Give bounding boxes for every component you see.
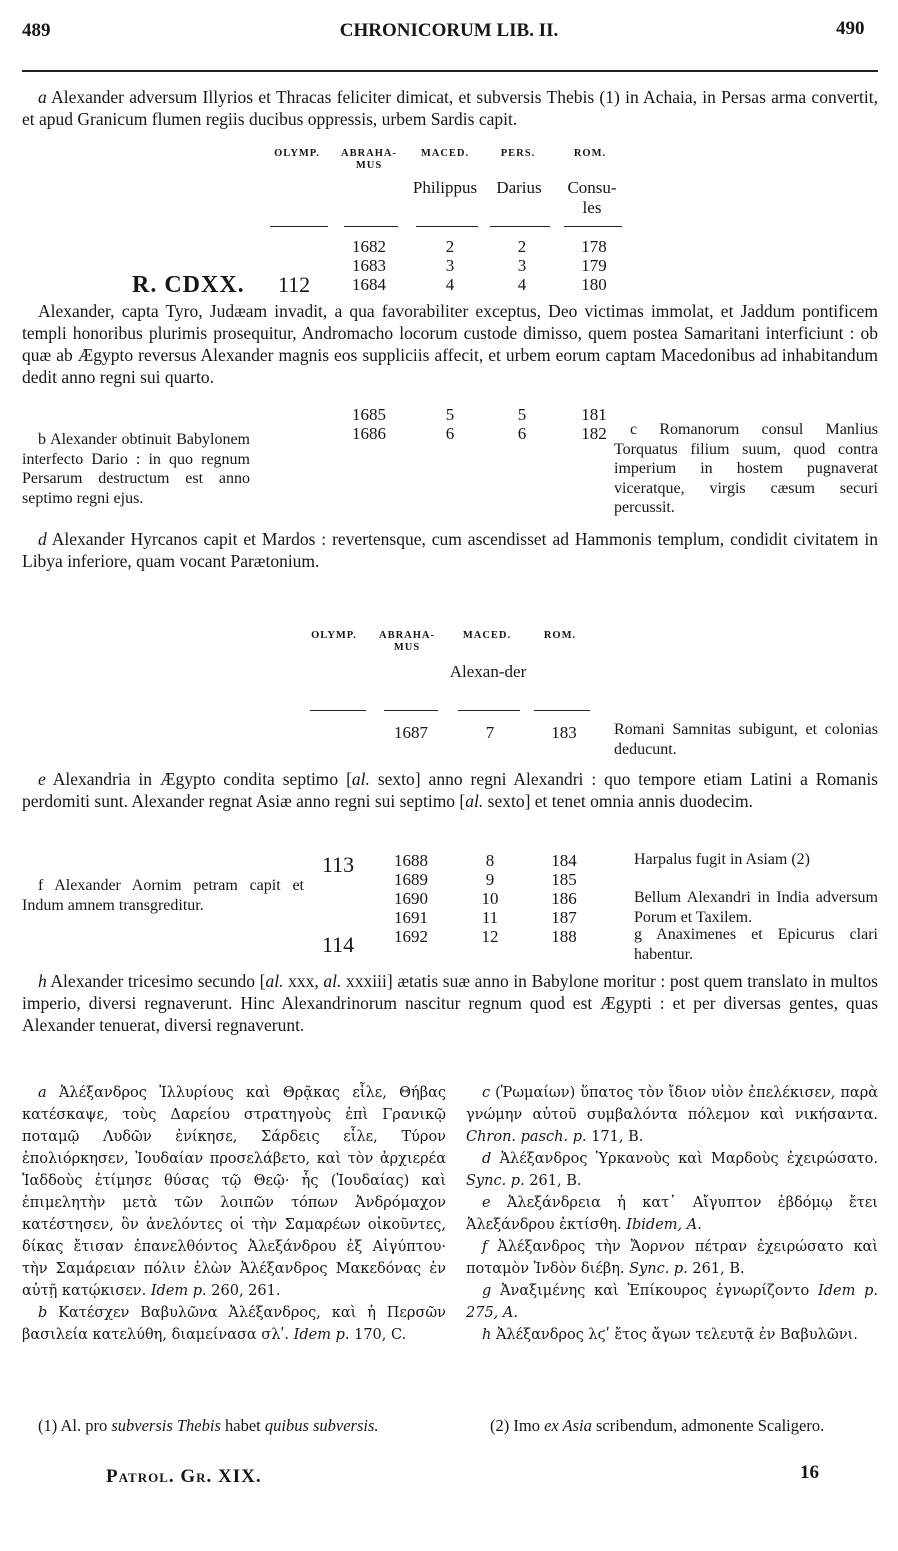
table-cell: 1686	[352, 424, 386, 443]
signature-mark: Patrol. Gr. XIX.	[106, 1466, 262, 1487]
greek-note-g	[466, 1280, 878, 1324]
citation-page: 171, B.	[586, 1129, 644, 1145]
greek-text: Κατέσχεν Βαβυλῶνα Ἀλέξανδρος, καὶ ἡ Περσῶν βασιλεία κατελύθη, διαμείνασα σλʹ.	[22, 1305, 446, 1343]
olympiad-number: 112	[278, 272, 311, 297]
paragraph-text: Alexander Hyrcanos capit et Mardos : revertensque, cum ascendisset ad Hammonis templum, condidit civitatem in Libya inferiore, quam vocant Parætonium.	[22, 529, 878, 571]
col-head-maced: MACED.	[420, 148, 470, 159]
table-cell: 11	[481, 908, 499, 927]
text-run: habet	[220, 1416, 265, 1435]
text-run: Alexandria in Ægypto condita septimo [	[52, 769, 352, 789]
citation-page: 261, B.	[687, 1261, 745, 1277]
subhead-darius: Darius	[496, 178, 542, 197]
col-head-olymp: OLYMP.	[274, 148, 320, 159]
subhead-alexander: Alexan-der	[449, 662, 527, 681]
table-cell: 6	[445, 424, 455, 443]
note-letter: b	[38, 1305, 48, 1321]
footnote-2	[466, 1416, 878, 1436]
page-number-right: 490	[836, 18, 865, 39]
col-head-olymp: OLYMP.	[311, 630, 357, 641]
note-letter: h	[482, 1327, 492, 1343]
note-letter: a	[38, 87, 47, 107]
table-cell: 1691	[394, 908, 428, 927]
table-cell: 1684	[352, 275, 386, 294]
table-cell: 10	[481, 889, 499, 908]
table-cell: 186	[551, 889, 577, 908]
col-rule	[416, 226, 478, 227]
col-head-abrahamus: ABRAHA-MUS	[341, 148, 397, 171]
table-cell: 1692	[394, 927, 428, 946]
greek-text: Ἀλέξανδρος Ἰλλυρίους καὶ Θρᾷκας εἷλε, Θήβας κατέσκαψε, τοὺς Δαρείου στρατηγοὺς ἐπὶ Γρανικῷ ποταμῷ Λυδῶν ἐνίκησε, Σάρδεις εἷλε, Τύρον ἐπολιόρκησεν, Ἰουδαίαν προσελάβετο, καὶ τὸν ἀρχιερέα Ἰαδδοὺς ἐτίμησε θύσας τῷ Θεῷ· ἧς (Ἰουδαίας) καὶ ἐπιμελητὴν μετὰ τῶν λοιπῶν τόπων Ἀνδρόμαχον κατέστησεν, ὃν ἀνελόντες οἱ τὴν Σαμαρέων οἰκοῦντες, δίκας ἔτισαν ἐπανελθόντος Ἀλεξάνδρου ἐξ Αἰγύπτου· τὴν Σαμάρειαν πόλιν ἑλὼν Ἀλέξανδρος Μακεδόνας ἐν αὐτῇ κατῴκισεν.	[22, 1085, 447, 1299]
paragraph-d	[22, 528, 878, 572]
note-bellum: Bellum Alexandri in India adversum Porum et Taxilem.	[634, 889, 878, 926]
table-cell: 180	[581, 275, 607, 294]
greek-note-f	[466, 1236, 878, 1280]
greek-note-e	[466, 1192, 878, 1236]
table-cell: 3	[517, 256, 527, 275]
text-run: al.	[265, 971, 284, 991]
col-head-maced: MACED.	[462, 630, 512, 641]
citation: Idem p.	[150, 1283, 207, 1299]
greek-note-c	[466, 1082, 878, 1148]
table-cell: 3	[445, 256, 455, 275]
greek-column-right	[466, 1082, 878, 1346]
table-cell: 1689	[394, 870, 428, 889]
table-cell: 1688	[394, 851, 428, 870]
olympiad-number: 113	[322, 852, 355, 877]
subhead-philippus: Philippus	[412, 178, 478, 197]
greek-note-b	[22, 1302, 446, 1346]
running-title: CHRONICORUM LIB. II.	[339, 20, 559, 41]
table-cell: 4	[517, 275, 527, 294]
col-rule	[270, 226, 328, 227]
citation-page: p. 275, A.	[466, 1283, 878, 1321]
greek-text: (Ῥωμαίων) ὕπατος τὸν ἴδιον υἱὸν ἐπελέκισεν, παρὰ γνώμην αὐτοῦ συμβαλόντα πόλεμον καὶ νικήσαντα.	[466, 1085, 879, 1123]
greek-column-left	[22, 1082, 446, 1346]
greek-text: Ἀλέξανδρος τὴν Ἄορνον πέτραν ἐχειρώσατο καὶ ποταμὸν Ἰνδὸν διέβη.	[466, 1239, 879, 1277]
greek-text: Ἀλέξανδρος λϛʹ ἔτος ἄγων τελευτᾷ ἐν Βαβυλῶνι.	[495, 1327, 858, 1343]
text-run: al.	[351, 769, 370, 789]
greek-text: Ἀναξιμένης καὶ Ἐπίκουρος ἐγνωρίζοντο	[500, 1283, 810, 1299]
citation-page: 170, C.	[349, 1327, 407, 1343]
text-run: al.	[323, 971, 342, 991]
table-cell: 2	[517, 237, 527, 256]
olympiad-number: 114	[322, 932, 355, 957]
citation: Sync. p.	[466, 1173, 525, 1189]
citation: Idem	[817, 1283, 856, 1299]
text-run: subversis Thebis	[111, 1416, 221, 1435]
table-cell: 184	[551, 851, 577, 870]
table-cell: 1685	[352, 405, 386, 424]
table-cell: 1683	[352, 256, 386, 275]
table-cell: 6	[517, 424, 527, 443]
table-cell: 181	[581, 405, 607, 424]
note-letter: c	[482, 1085, 491, 1101]
note-letter: f	[482, 1239, 488, 1255]
table-cell: 1687	[394, 723, 428, 742]
citation: Chron. pasch. p.	[466, 1129, 587, 1145]
col-head-pers: PERS.	[500, 148, 536, 159]
paragraph-a	[22, 86, 878, 130]
subhead-consules: Consu-les	[567, 178, 617, 217]
col-rule	[534, 710, 590, 711]
col-rule	[490, 226, 550, 227]
note-f: f Alexander Aornim petram capit et Indum amnem transgreditur.	[22, 877, 304, 914]
note-letter: h	[38, 971, 47, 991]
note-c: c Romanorum consul Manlius Torquatus filium suum, quod contra imperium in hostem pugnaverat viceratque, virgis cæsum securi percussit.	[614, 421, 878, 516]
citation-page: 261, B.	[524, 1173, 582, 1189]
paragraph-h	[22, 970, 878, 1036]
table-cell: 179	[581, 256, 607, 275]
note-letter: e	[482, 1195, 491, 1211]
text-run: (1) Al. pro	[38, 1416, 112, 1435]
paragraph-tyro: Alexander, capta Tyro, Judæam invadit, a qua favorabiliter exceptus, Deo victimas immolat, et Jaddum pontificem templi honoribus plurimis prosequitur, Andromacho locorum custode dimisso, quem postea Samaritani interficiunt : ob quæ ab Ægypto reversus Alexander magnis eos suppliciis affecit, et urbem eorum captam Macedonibus ad inhabitandum dedit anno regni sui quarto.	[22, 301, 878, 387]
table-cell: 188	[551, 927, 577, 946]
gathering-number: 16	[800, 1462, 819, 1483]
citation: Idem p.	[293, 1327, 350, 1343]
text-run: xxxiii] ætatis suæ anno in Babylone moritur : post quem translato in multos imperio, diversi regnaverunt. Hinc Alexandrinorum nascitur regnum quod est Ægypti : et per diversas gentes, quas Alexander tenuerat, diversi regnaverunt.	[22, 971, 878, 1035]
col-rule	[384, 710, 438, 711]
table-cell: 5	[517, 405, 527, 424]
header-rule	[22, 70, 878, 72]
note-g: g Anaximenes et Epicurus clari habentur.	[634, 926, 878, 963]
era-marker: R. CDXX.	[132, 272, 245, 298]
paragraph-e	[22, 768, 878, 812]
citation: Sync. p.	[629, 1261, 688, 1277]
col-head-abrahamus: ABRAHA-MUS	[379, 630, 435, 653]
text-run: sexto] et tenet omnia annis duodecim.	[483, 791, 753, 811]
table-cell: 4	[445, 275, 455, 294]
greek-text: Ἀλεξάνδρεια ἡ κατ᾿ Αἴγυπτον ἑβδόμῳ ἔτει Ἀλεξάνδρου ἐκτίσθη.	[466, 1195, 878, 1233]
greek-note-h	[466, 1324, 878, 1346]
paragraph-text: Alexander adversum Illyrios et Thracas feliciter dimicat, et subversis Thebis (1) in Achaia, in Persas arma convertit, et apud Granicum flumen regiis ducibus oppressis, urbem Sardis capit.	[22, 87, 878, 129]
table-cell: 185	[551, 870, 577, 889]
text-run: quibus subversis.	[264, 1416, 379, 1435]
note-b: b Alexander obtinuit Babylonem interfecto Dario : in quo regnum Persarum destructum est anno septimo regni ejus.	[22, 431, 250, 507]
citation: Ibidem, A.	[626, 1217, 702, 1233]
col-rule	[564, 226, 622, 227]
greek-text: Ἀλέξανδρος Ὑρκανοὺς καὶ Μαρδοὺς ἐχειρώσατο.	[499, 1151, 879, 1167]
greek-note-d	[466, 1148, 878, 1192]
col-rule	[344, 226, 398, 227]
text-run: ex Asia	[544, 1416, 592, 1435]
text-run: (2) Imo	[490, 1416, 545, 1435]
table-cell: 178	[581, 237, 607, 256]
col-head-rom: ROM.	[573, 148, 607, 159]
col-rule	[310, 710, 366, 711]
table-cell: 9	[485, 870, 495, 889]
table-cell: 182	[581, 424, 607, 443]
table-cell: 187	[551, 908, 577, 927]
note-letter: g	[482, 1283, 492, 1299]
text-run: al.	[465, 791, 484, 811]
col-rule	[458, 710, 520, 711]
text-run: sexto] anno regni Alexandri : quo tempore etiam Latini a Romanis perdomiti sunt. Alexander regnat Asiæ anno regni sui septimo [	[22, 769, 878, 811]
note-letter: e	[38, 769, 46, 789]
text-run: Alexander tricesimo secundo [	[50, 971, 266, 991]
table-cell: 1690	[394, 889, 428, 908]
table-cell: 7	[485, 723, 495, 742]
table-cell: 1682	[352, 237, 386, 256]
note-letter: d	[38, 529, 47, 549]
col-head-rom: ROM.	[543, 630, 577, 641]
page-number-left: 489	[22, 20, 51, 41]
footnote-1	[22, 1416, 442, 1436]
table-cell: 8	[485, 851, 495, 870]
note-letter: a	[38, 1085, 47, 1101]
table-cell: 183	[551, 723, 577, 742]
text-run: scribendum, admonente Scaligero.	[591, 1416, 825, 1435]
table-cell: 2	[445, 237, 455, 256]
table-cell: 12	[481, 927, 499, 946]
table-cell: 5	[445, 405, 455, 424]
note-harpalus: Harpalus fugit in Asiam (2)	[634, 851, 810, 868]
note-letter: d	[482, 1151, 492, 1167]
citation-page: 260, 261.	[206, 1283, 281, 1299]
text-run: xxx,	[283, 971, 324, 991]
note-samnites: Romani Samnitas subigunt, et colonias deducunt.	[614, 721, 878, 758]
greek-note-a	[22, 1082, 446, 1302]
